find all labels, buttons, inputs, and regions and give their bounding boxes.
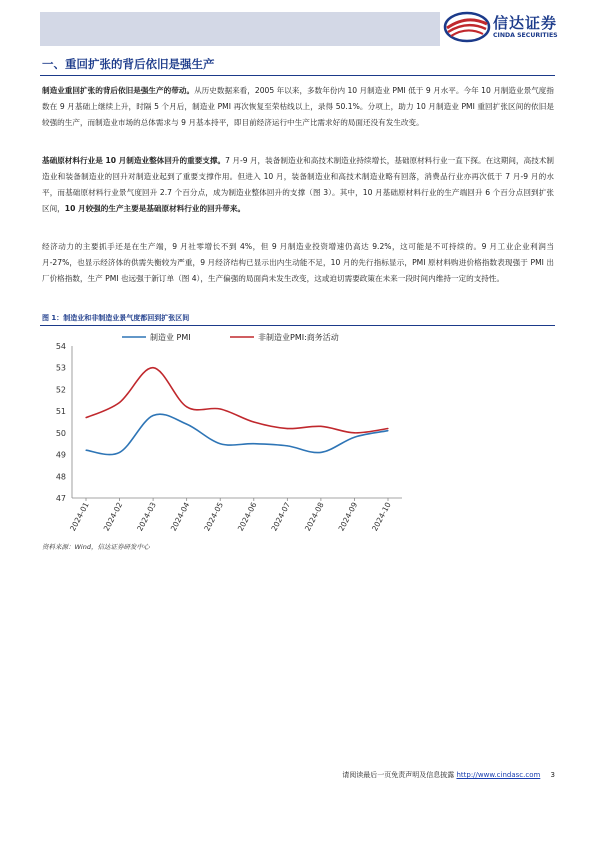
y-tick-label: 53 xyxy=(55,363,66,373)
x-tick-label: 2024-01 xyxy=(68,500,91,533)
data-point xyxy=(387,430,388,431)
data-point xyxy=(320,452,321,453)
y-tick-label: 47 xyxy=(55,494,66,503)
x-tick-label: 2024-07 xyxy=(269,500,293,533)
page-footer xyxy=(0,770,555,780)
legend-label-1: 制造业 PMI xyxy=(150,333,191,342)
data-point xyxy=(220,408,221,409)
data-point xyxy=(220,443,221,444)
pmi-line-chart xyxy=(40,326,420,538)
data-point xyxy=(253,443,254,444)
y-tick-label: 48 xyxy=(55,472,66,482)
y-tick-label: 51 xyxy=(55,407,66,417)
data-point xyxy=(119,402,120,403)
y-tick-label: 49 xyxy=(55,450,66,460)
paragraph-2 xyxy=(42,153,554,217)
data-point xyxy=(186,424,187,425)
data-point xyxy=(320,426,321,427)
website-link[interactable]: http://www.cindasc.com xyxy=(456,771,541,779)
paragraph-2-lead: 基础原材料行业是 10 月制造业整体回升的重要支撑。 xyxy=(42,156,226,165)
data-point xyxy=(287,445,288,446)
paragraph-2-conclusion: 10 月较强的生产主要是基础原材料行业的回升带来。 xyxy=(64,204,246,213)
paragraph-1 xyxy=(42,83,554,131)
x-tick-label: 2024-03 xyxy=(135,500,158,533)
data-point xyxy=(253,421,254,422)
paragraph-3: 经济动力的主要抓手还是在生产端，9 月社零增长不到 4%，但 9 月制造业投资增速仍高达 9.2%，这可能是不可持续的。9 月工业企业利润当月-27%，也显示经济体的供需失衡较为严重，9 月经济结构已显示出内生动能不足，10 月的先行指标显示，PMI 原材料购进价格指数表现强于 PMI 出厂价格指数，生产 PMI 也远强于新订单（图 4），生产偏强的局面尚未发生改变，这或迫切需要政策在未来一段时间内维持一定的支持性。 xyxy=(42,242,554,283)
data-point xyxy=(186,406,187,407)
x-tick-label: 2024-02 xyxy=(101,500,125,533)
y-tick-label: 54 xyxy=(55,342,66,351)
figure-title: 图 1：制造业和非制造业景气度都回到扩张区间 xyxy=(42,314,190,322)
logo-name-en: CINDA SECURITIES xyxy=(493,32,558,39)
x-tick-label: 2024-06 xyxy=(235,500,259,533)
legend-label-2: 非制造业PMI:商务活动 xyxy=(258,333,339,342)
series-line-2 xyxy=(86,368,388,433)
header-band xyxy=(40,12,440,46)
paragraph-1-body: 从历史数据来看，2005 年以来，多数年份内 10 月制造业 PMI 低于 9 月水平。今年 10 月制造业景气度指数在 9 月基础上继续上升，时隔 5 个月后，制造业 PMI 再次恢复至荣枯线以上，录得 50.1%。分项上，助力 10 月制造业 PMI 重回扩张区间的依旧是较强的生产，而制造业市场的总体需求与 9 月基本持平，即目前经济运行中生产比需求好的局面还没有发生改变。 xyxy=(42,86,555,127)
x-tick-label: 2024-09 xyxy=(336,500,360,533)
data-point xyxy=(153,367,154,368)
data-point xyxy=(287,428,288,429)
x-tick-label: 2024-05 xyxy=(202,500,225,533)
data-point xyxy=(153,415,154,416)
section-divider xyxy=(40,75,555,76)
paragraph-2-body: 7 月-9 月，装备制造业和高技术制造业持续增长，基础原材料行业一直下探。在这期间，高技术制造业和装备制造业的回升对制造业起到了重要支撑作用。但进入 10 月，装备制造业和高技术制造业略有回落，消费品行业亦再次低于 7 月-9 月的水平，而基础原材料行业景气度回升 2.7 个百分点，成为制造业整体回升的支撑（图 3）。其中，10 月基础原材料行业的生产端回升 6 个百分点回到扩张区间， xyxy=(42,156,554,213)
data-point xyxy=(119,452,120,453)
figure-source: 资料来源：Wind，信达证券研发中心 xyxy=(42,543,150,551)
series-line-1 xyxy=(86,414,388,454)
disclaimer-text: 请阅读最后一页免责声明及信息披露 xyxy=(342,771,455,779)
section-title: 一、重回扩张的背后依旧是强生产 xyxy=(42,57,215,71)
company-logo xyxy=(443,10,583,44)
data-point xyxy=(85,450,86,451)
data-point xyxy=(354,437,355,438)
data-point xyxy=(85,417,86,418)
x-tick-label: 2024-04 xyxy=(168,500,192,533)
paragraph-1-lead: 制造业重回扩张的背后依旧是强生产的带动。 xyxy=(42,86,195,95)
y-tick-label: 52 xyxy=(55,385,66,395)
logo-name: 信达证券 xyxy=(493,14,558,32)
x-tick-label: 2024-10 xyxy=(370,500,393,533)
data-point xyxy=(354,432,355,433)
page-header xyxy=(0,0,595,52)
x-tick-label: 2024-08 xyxy=(302,500,326,533)
cinda-logo-icon xyxy=(443,10,491,44)
page-number: 3 xyxy=(550,771,555,779)
y-tick-label: 50 xyxy=(55,428,66,438)
data-point xyxy=(387,428,388,429)
